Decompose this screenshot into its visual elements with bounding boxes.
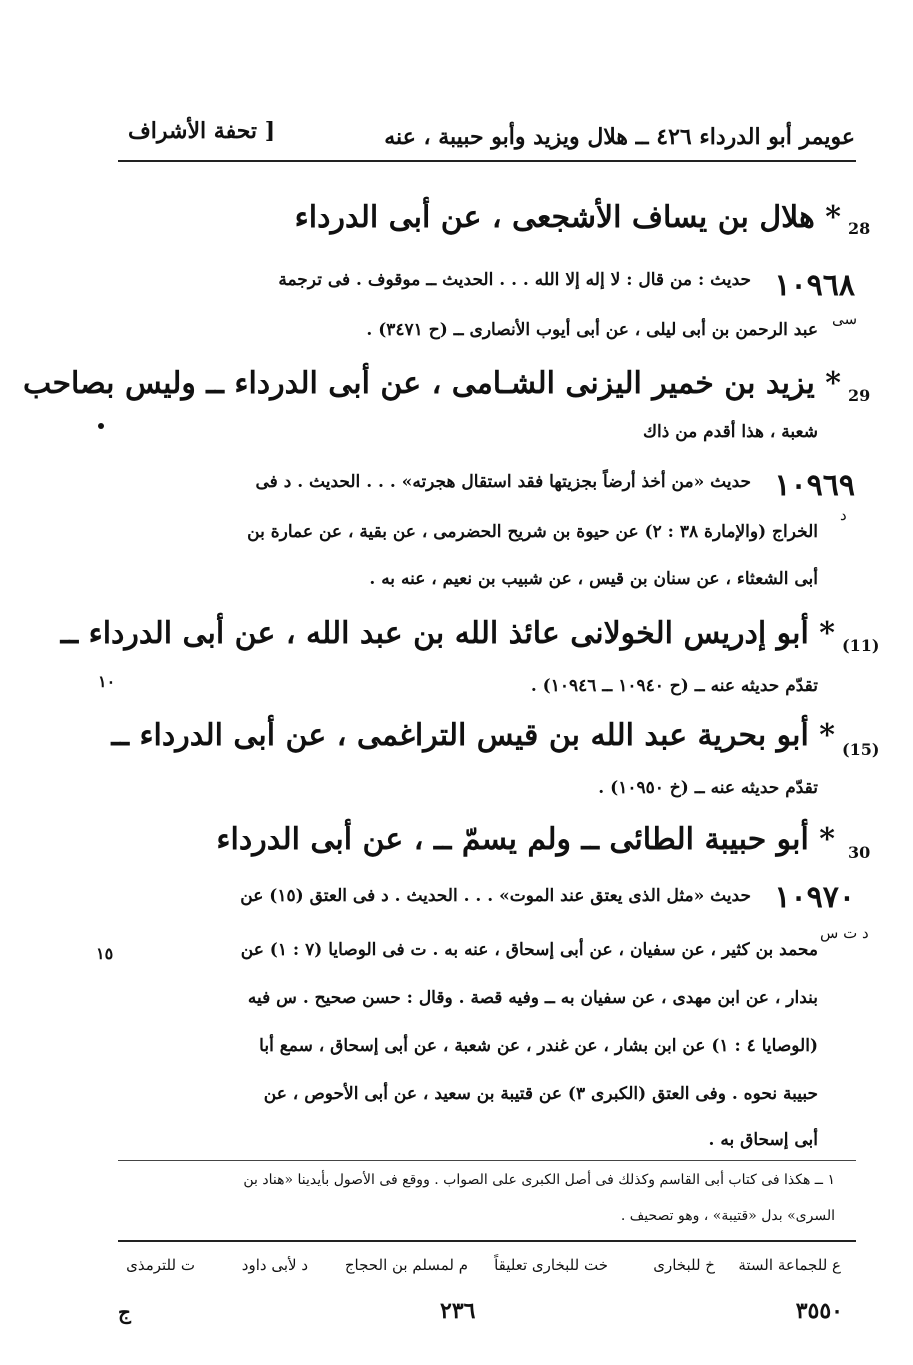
entry-marker: 30 — [848, 843, 871, 862]
footnote-line: ١ ــ هكذا فى كتاب أبى القاسم وكذلك فى أصل الكبرى على الصواب . ووقع فى الأصول بأيدينا «هناد بن — [243, 1172, 835, 1188]
hadith-text-line: تقدّم حديثه عنه ــ (خ ١٠٩٥٠) . — [598, 778, 818, 798]
abbreviation-key-item: ت للترمذى — [126, 1256, 195, 1274]
source-siglum: د ت س — [820, 924, 869, 942]
footnote-line: السرى» بدل «قتيبة» ، وهو تصحيف . — [620, 1208, 835, 1224]
abbreviations-rule — [118, 1240, 856, 1242]
running-header-left: [ تحفة الأشراف — [128, 118, 276, 144]
running-header-right: عويمر أبو الدرداء ٤٢٦ ــ هلال ويزيد وأبو حبيبة ، عنه — [384, 124, 855, 150]
abbreviation-key-item: د لأبى داود — [241, 1256, 308, 1274]
hadith-text-line: محمد بن كثير ، عن سفيان ، عن أبى إسحاق ، عنه به . ت فى الوصايا (٧ : ١) عن — [240, 940, 818, 960]
hadith-text-line: بندار ، عن ابن مهدى ، عن سفيان به ــ وفيه قصة . وقال : حسن صحيح . س فيه — [247, 988, 818, 1008]
footer-left-mark: ج — [118, 1300, 131, 1324]
hadith-text-line: حديث «من أخذ أرضاً بجزيتها فقد استقال هجرته» . . . الحديث . د فى — [255, 472, 751, 492]
abbreviation-key-item: م لمسلم بن الحجاج — [344, 1256, 468, 1274]
entry-marker: 29 — [848, 386, 871, 405]
header-rule — [118, 160, 856, 162]
hadith-text-line: تقدّم حديثه عنه ــ (ح ١٠٩٤٠ ــ ١٠٩٤٦) . — [530, 676, 818, 696]
hadith-number: ١٠٩٦٨ — [774, 268, 855, 303]
hadith-text-line: حديث : من قال : لا إله إلا الله . . . الحديث ــ موقوف . فى ترجمة — [278, 270, 751, 290]
entry-heading: * أبو حبيبة الطائى ــ ولم يسمّ ــ ، عن أبى الدرداء — [216, 822, 835, 857]
entry-marker: (11) — [842, 636, 880, 655]
footnote-rule — [118, 1160, 856, 1161]
entry-heading: * هلال بن يساف الأشجعى ، عن أبى الدرداء — [294, 200, 841, 235]
entry-marker: (15) — [842, 740, 880, 759]
abbreviation-key-item: خ للبخارى — [653, 1256, 715, 1274]
abbreviation-key-item: خت للبخارى تعليقاً — [494, 1256, 608, 1274]
hadith-text-line: الخراج (والإمارة ٣٨ : ٢) عن حيوة بن شريح الحضرمى ، عن بقية ، عن عمارة بن — [247, 522, 818, 542]
volume-page-number: ٣٥٥٠ — [795, 1298, 843, 1324]
source-siglum: سى — [832, 310, 858, 328]
hadith-text-line: عبد الرحمن بن أبى ليلى ، عن أبى أيوب الأنصارى ــ (ح ٣٤٧١) . — [366, 320, 818, 340]
entry-heading: * أبو إدريس الخولانى عائذ الله بن عبد الله ، عن أبى الدرداء ــ — [60, 616, 835, 651]
abbreviation-key-item: ع للجماعة الستة — [738, 1256, 841, 1274]
hadith-number: ١٠٩٦٩ — [774, 468, 855, 503]
hadith-number: ١٠٩٧٠ — [774, 880, 855, 915]
entry-marker: 28 — [848, 219, 871, 238]
hadith-text-line: أبى إسحاق به . — [708, 1130, 818, 1150]
line-number-10: ١٠ — [98, 672, 116, 691]
hadith-text-line: حبيبة نحوه . وفى العتق (الكبرى ٣) عن قتيبة بن سعيد ، عن أبى الأحوص ، عن — [263, 1084, 818, 1104]
hadith-text-line: أبى الشعثاء ، عن سنان بن قيس ، عن شبيب بن نعيم ، عنه به . — [369, 569, 818, 589]
entry-heading: * أبو بحرية عبد الله بن قيس التراغمى ، عن أبى الدرداء ــ — [111, 718, 835, 753]
margin-dot — [98, 423, 104, 429]
hadith-text-line: (الوصايا ٤ : ١) عن ابن بشار ، عن غندر ، عن شعبة ، عن أبى إسحاق ، سمع أبا — [259, 1036, 818, 1056]
hadith-text-line: شعبة ، هذا أقدم من ذاك — [642, 422, 818, 442]
page-number: ٢٣٦ — [440, 1298, 476, 1324]
line-number-15: ١٥ — [96, 944, 114, 963]
hadith-text-line: حديث «مثل الذى يعتق عند الموت» . . . الحديث . د فى العتق (١٥) عن — [240, 886, 751, 906]
source-siglum: د — [840, 506, 847, 524]
entry-heading: * يزيد بن خمير اليزنى الشـامى ، عن أبى الدرداء ــ وليس بصاحب — [22, 366, 841, 401]
